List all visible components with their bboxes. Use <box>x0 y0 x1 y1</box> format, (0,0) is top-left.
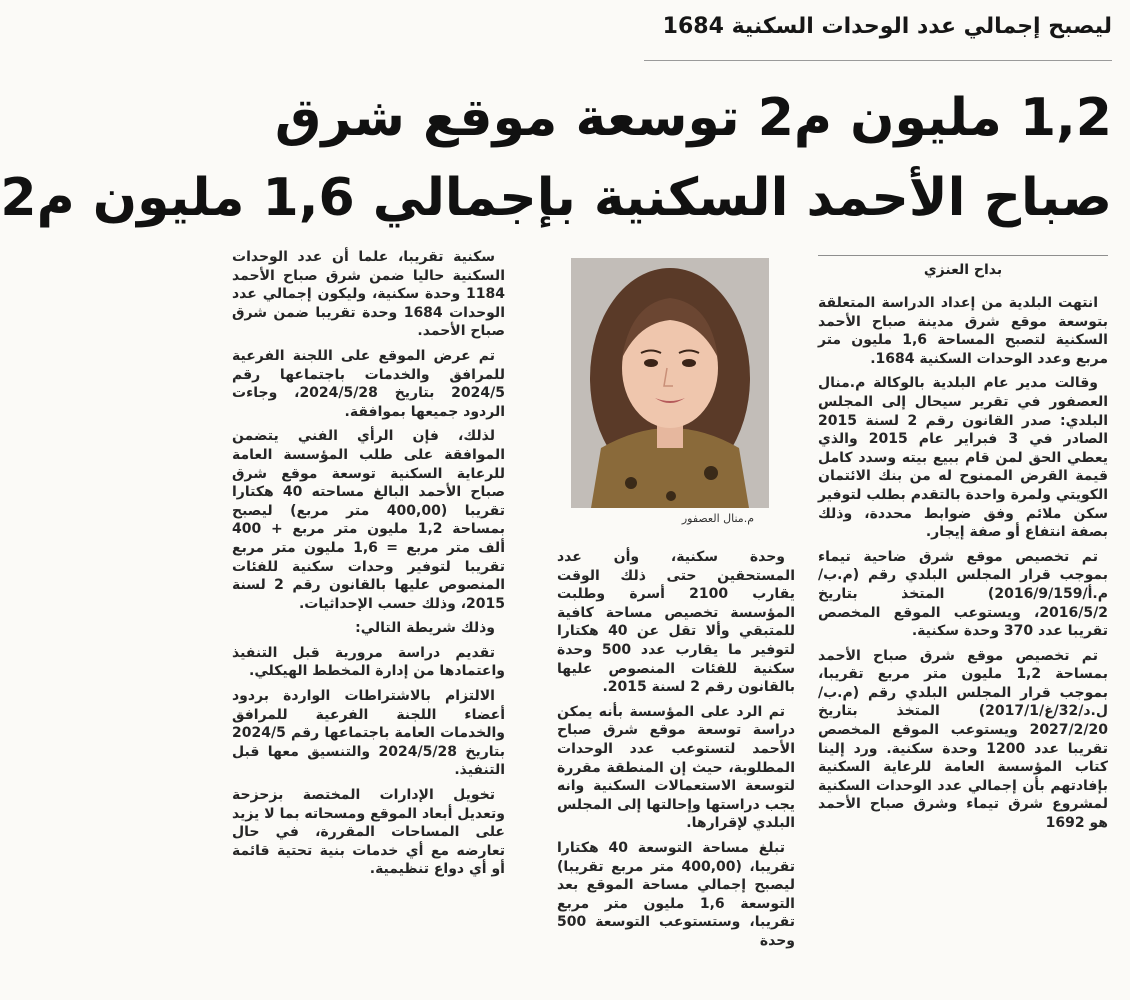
paragraph: تم تخصيص موقع شرق صباح الأحمد بمساحة 1,2 مليون متر مربع تقريبا، بموجب قرار المجلس البلدي رقم (م.ب/ل.د/32/غ/2017/1) المتخذ بتاريخ 2027/2/20 ويستوعب الموقع المخصص تقريبا عدد 1200 وحدة سكنية. ورد إلينا كتاب المؤسسة العامة للرعاية السكنية بإفادتهم بأن إجمالي عدد الوحدات السكنية لمشروع شرق تيماء وشرق صباح الأحمد هو 1692 <box>818 647 1108 832</box>
byline: بداح العنزي <box>923 262 1003 278</box>
headline-line-2: صباح الأحمد السكنية بإجمالي 1,6 مليون م2 <box>0 168 1112 228</box>
paragraph: وحدة سكنية، وأن عدد المستحقين حتى ذلك الوقت يقارب 2100 أسرة وطلبت المؤسسة تخصيص مساحة كافية للمتبقي وألا تقل عن 40 هكتارا لتوفير ما يقارب عدد 500 وحدة سكنية للفئات المنصوص عليها بالقانون رقم 2 لسنة 2015. <box>557 549 795 696</box>
kicker-headline: ليصبح إجمالي عدد الوحدات السكنية 1684 <box>662 14 1112 39</box>
paragraph: لذلك، فإن الرأي الفني يتضمن الموافقة على طلب المؤسسة العامة للرعاية السكنية توسعة موقع شرق صباح الأحمد البالغ مساحته 40 هكتارا تقريبا (400,00 متر مربع) ليصبح بمساحة 1,2 مليون متر مربع + 400 ألف متر مربع = 1,6 مليون متر مربع تقريبا لتوفير وحدات سكنية للفئات المنصوص عليها بالقانون رقم 2 لسنة 2015، وذلك حسب الإحداثيات. <box>232 428 506 612</box>
article-column-middle <box>557 548 795 992</box>
kicker-divider <box>644 60 1112 61</box>
paragraph: تم تخصيص موقع شرق ضاحية تيماء بموجب قرار المجلس البلدي رقم (م.ب/م.أ/2016/9/159) المتخذ بتاريخ 2016/5/2، ويستوعب الموقع المخصص تقريبا عدد 370 وحدة سكنية. <box>818 548 1108 640</box>
paragraph: تخويل الإدارات المختصة بزحزحة وتعديل أبعاد الموقع ومسحاته بما لا يزيد على المساحات المقررة، في حال تعارضه مع أي خدمات بنية تحتية قائمة أو أي دواع تنظيمية. <box>232 787 505 878</box>
headline-line-1: 1,2 مليون م2 توسعة موقع شرق <box>274 88 1112 148</box>
paragraph: وذلك شريطة التالي: <box>355 620 495 637</box>
paragraph: سكنية تقريبا، علما أن عدد الوحدات السكنية حاليا ضمن شرق صباح الأحمد 1184 وحدة سكنية، وليكون إجمالي عدد الوحدات 1684 وحدة تقريبا ضمن شرق صباح الأحمد. <box>232 249 505 340</box>
paragraph: تبلغ مساحة التوسعة 40 هكتارا تقريبا، (400,00 متر مربع تقريبا) ليصبح إجمالي مساحة الموقع بعد التوسعة 1,6 مليون متر مربع تقريبا، وستستوعب التوسعة 500 وحدة <box>557 839 795 949</box>
paragraph: تم عرض الموقع على اللجنة الفرعية للمرافق والخدمات باجتماعها رقم 2024/5 بتاريخ 2024/5/28، وجاءت الردود جميعها بموافقة. <box>232 347 505 420</box>
paragraph: تم الرد على المؤسسة بأنه يمكن دراسة توسعة موقع شرق صباح الأحمد لتستوعب عدد الوحدات المطلوبة، حيث إن المنطقة مقررة لتوسعة الاستعمالات السكنية وانه يجب دراستها وإحالتها إلى المجلس البلدي لإقرارها. <box>557 703 795 832</box>
article-column-right <box>818 294 1108 992</box>
portrait-photo <box>571 258 769 508</box>
paragraph: تقديم دراسة مرورية قبل التنفيذ واعتمادها من إدارة المخطط الهيكلي. <box>232 644 505 680</box>
photo-caption: م.منال العصفور <box>681 512 754 525</box>
paragraph: وقالت مدير عام البلدية بالوكالة م.منال العصفور في تقرير سيحال إلى المجلس البلدي: صدر القانون رقم 2 لسنة 2015 الصادر في 3 فبراير عام 2015 والذي يعطي الحق لمن قام ببيع بيته وسدد كامل قيمة القرض الممنوح له من بنك الائتمان الكويتي ولمرة واحدة بالتقدم بطلب لتوفير سكن ملائم وفق ضوابط محددة، وذلك بصفة انتفاع أو صفة إيجار. <box>818 375 1108 541</box>
paragraph: انتهت البلدية من إعداد الدراسة المتعلقة بتوسعة موقع شرق مدينة صباح الأحمد السكنية لتصبح المساحة 1,6 مليون متر مربع وعدد الوحدات السكنية 1684. <box>818 295 1108 367</box>
byline-divider <box>818 255 1108 256</box>
headline <box>0 78 1112 238</box>
paragraph: الالتزام بالاشتراطات الواردة بردود أعضاء اللجنة الفرعية للمرافق والخدمات العامة باجتماعها رقم 2024/5 بتاريخ 2024/5/28 والتنسيق معها قبل التنفيذ. <box>232 688 506 779</box>
article-column-left <box>232 248 505 992</box>
